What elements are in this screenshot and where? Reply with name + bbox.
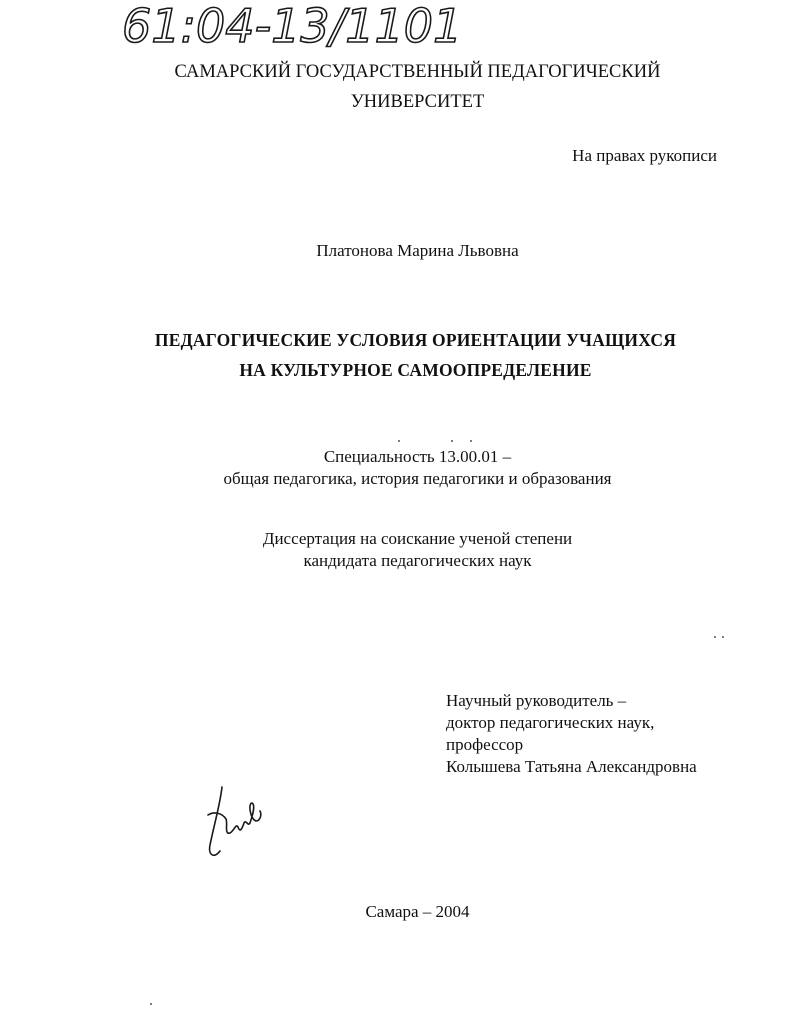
university-line-2: УНИВЕРСИТЕТ (350, 92, 485, 112)
supervisor-block (446, 690, 697, 778)
scan-speck (150, 1003, 152, 1005)
specialty-block (22, 446, 791, 490)
university-line-1: САМАРСКИЙ ГОСУДАРСТВЕННЫЙ ПЕДАГОГИЧЕСКИЙ (174, 62, 661, 82)
scan-speck (722, 636, 724, 638)
specialty-line-1: Специальность 13.00.01 – (323, 447, 512, 466)
degree-block (22, 528, 791, 572)
degree-line-1: Диссертация на соискание ученой степени (262, 529, 573, 548)
registry-code-text: 61:04-13/1101 (122, 0, 463, 52)
supervisor-line-3: профессор (446, 735, 524, 754)
scan-speck (714, 636, 716, 638)
scan-speck (451, 440, 453, 442)
university-name (22, 57, 791, 117)
signature-icon (200, 775, 270, 865)
dissertation-title (20, 325, 791, 385)
title-line-2: НА КУЛЬТУРНОЕ САМООПРЕДЕЛЕНИЕ (239, 360, 592, 380)
scan-speck (470, 440, 472, 442)
supervisor-line-2: доктор педагогических наук, (446, 713, 655, 732)
supervisor-name: Колышева Татьяна Александровна (446, 757, 697, 776)
specialty-line-2: общая педагогика, история педагогики и образования (223, 469, 612, 488)
manuscript-rights-note: На правах рукописи (572, 146, 717, 165)
supervisor-line-1: Научный руководитель – (446, 691, 627, 710)
city-and-year: Самара – 2004 (365, 902, 470, 921)
handwritten-registry-code (118, 0, 498, 52)
author-name: Платонова Марина Львовна (316, 241, 519, 260)
title-line-1: ПЕДАГОГИЧЕСКИЕ УСЛОВИЯ ОРИЕНТАЦИИ УЧАЩИХСЯ (154, 330, 677, 350)
degree-line-2: кандидата педагогических наук (303, 551, 532, 570)
scan-speck (398, 440, 400, 442)
